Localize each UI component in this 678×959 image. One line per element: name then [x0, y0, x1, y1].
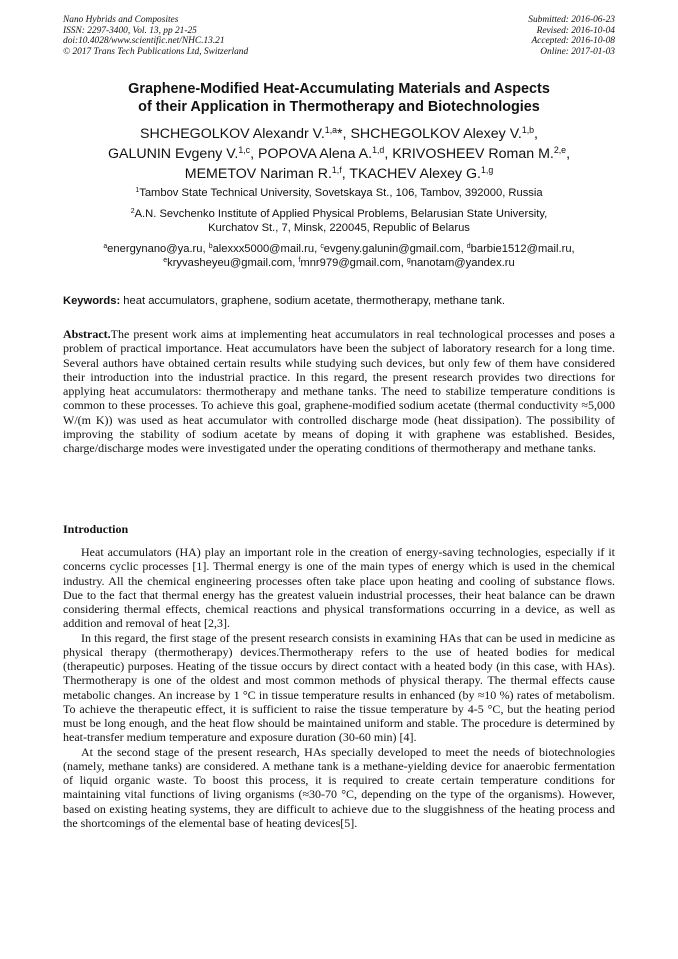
email-mark: b	[208, 243, 213, 251]
email-line-2	[63, 256, 615, 270]
author-line-1	[63, 124, 615, 144]
paragraph: Heat accumulators (HA) play an important role in the creation of energy-saving technologies, especially if it concerns cyclic processes [1]. Thermal energy is one of the main types of energy which is used in the chemical industry. All the chemical engineering processes often take place upon heating and cooling of substance flows. Due to the fact that thermal energy has the greatest valuein industrial processes, their heat balance can be drawn considering thermal effects, chemical reactions and physical transformations occurring in a device, as well as addition and removal of heat [2,3].	[63, 545, 615, 631]
email-address[interactable]: nanotam@yandex.ru	[410, 257, 515, 269]
author-affiliation-mark: 1,d	[372, 145, 385, 156]
email-address[interactable]: mnr979@gmail.com,	[300, 257, 407, 269]
author-separator: ,	[534, 126, 538, 142]
author-separator: ,	[341, 166, 350, 182]
author-line-2	[63, 144, 615, 164]
author-affiliation-mark: 1,a	[324, 125, 338, 136]
affiliation-text: Kurchatov St., 7, Minsk, 220045, Republic of Belarus	[208, 222, 470, 234]
email-list	[63, 242, 615, 270]
paragraph: In this regard, the first stage of the present research consists in examining HAs that can be used in medicine as physical therapy (thermotherapy) devices.Thermotherapy refers to the use of heated bodies for medical (therapeutic) purposes. Heating of the tissue occurs by direct contact with a heated body (in this case, with HAs). Thermotherapy is one of the oldest and most common methods of physical therapy. The thermal effects cause metabolic changes. An increase by 1 °C in tissue temperature results in enhanced (by ≈10 %) rates of metabolism. To achieve the therapeutic effect, it is sufficient to raise the tissue temperature by 4-5 °C, but the heating period must be long enough, and the heat flow should be maintained uniform and stable. The procedure is determined by heat-transfer medium temperature and exposure duration (30-60 min) [4].	[63, 630, 615, 745]
author-name: POPOVA Alena A.	[257, 146, 373, 162]
email-mark: f	[298, 257, 301, 265]
email-mark: d	[466, 243, 471, 251]
email-line-1	[63, 242, 615, 256]
issn-line: ISSN: 2297-3400, Vol. 13, pp 21-25	[63, 25, 197, 36]
keywords	[63, 294, 615, 308]
author-name: MEMETOV Nariman R.	[184, 166, 332, 182]
email-address[interactable]: evgeny.galunin@gmail.com,	[323, 243, 467, 255]
author-name: KRIVOSHEEV Roman M.	[392, 146, 554, 162]
author-list	[63, 124, 615, 184]
email-address[interactable]: kryvasheyeu@gmail.com,	[167, 257, 299, 269]
doi-line: doi:10.4028/www.scientific.net/NHC.13.21	[63, 36, 225, 47]
abstract-text: The present work aims at implementing heat accumulators in real technological processes and poses a problem of practical importance. Heat accumulators have been the subject of laboratory research for a long time. Several authors have obtained certain results while studying such devices, but only few of them have considered their introduction into the industrial practice. In this regard, the present research provides two directions for applying heat accumulators: thermotherapy and methane tanks. The need to stabilize temperature conditions is common to these processes. To achieve this goal, graphene-modified sodium acetate (thermal conductivity ≈5,000 W/(m K)) was used as heat accumulator with controlled discharge mode (heat dissipation). The possibility of improving the stability of sodium acetate by means of doping it with graphene was established. Besides, charge/discharge modes were investigated under the operating conditions of thermotherapy and methane tanks.	[63, 327, 615, 455]
author-affiliation-mark: 1,b	[521, 125, 535, 136]
email-mark: c	[320, 243, 324, 251]
author-name: SHCHEGOLKOV Alexey V.	[350, 126, 522, 142]
affiliation-number: 1	[135, 187, 140, 195]
title-line-1: Graphene-Modified Heat-Accumulating Materials and Aspects	[128, 81, 550, 97]
email-mark: a	[103, 243, 108, 251]
journal-info	[63, 15, 248, 57]
affiliation-text: Tambov State Technical University, Sovetskaya St., 106, Tambov, 392000, Russia	[139, 187, 543, 199]
submitted-date: Submitted: 2016-06-23	[528, 15, 615, 25]
affiliation-2	[63, 207, 615, 235]
author-separator: ,	[384, 146, 393, 162]
paper-title	[63, 80, 615, 116]
abstract	[63, 327, 615, 455]
affiliation-number: 2	[130, 208, 135, 216]
author-affiliation-mark: 1,c	[238, 145, 251, 156]
keywords-label: Keywords:	[63, 295, 121, 307]
author-affiliation-mark: 1,f	[331, 165, 342, 176]
paragraph: At the second stage of the present research, HAs specially developed to meet the needs of biotechnologies (namely, methane tanks) are considered. A methane tank is a methane-yielding device for anaerobic fermentation of liquid organic waste. To boost this process, it is required to create certain temperature conditions for maintaining vital functions of living organisms (≈30-70 °C, depending on the type of the organisms). However, based on existing heating systems, they are difficult to achieve due to the sluggishness of the heating process and the shortcomings of the elemental base of heating devices[5].	[63, 744, 615, 830]
title-line-2: of their Application in Thermotherapy and Biotechnologies	[138, 99, 540, 115]
email-address[interactable]: energynano@ya.ru,	[107, 243, 209, 255]
email-mark: g	[406, 257, 411, 265]
author-affiliation-mark: 2,e	[553, 145, 567, 156]
affiliation-1	[63, 186, 615, 200]
publication-dates	[528, 15, 615, 57]
email-address[interactable]: alexxx5000@mail.ru,	[212, 243, 321, 255]
introduction-body	[63, 545, 615, 830]
author-name: GALUNIN Evgeny V.	[107, 146, 239, 162]
author-line-3	[63, 164, 615, 184]
author-name: SHCHEGOLKOV Alexandr V.	[140, 126, 325, 142]
affiliation-text: A.N. Sevchenko Institute of Applied Physical Problems, Belarusian State University,	[134, 208, 548, 220]
author-affiliation-mark: 1,g	[481, 165, 494, 176]
introduction-heading: Introduction	[63, 522, 129, 536]
author-separator: *,	[337, 126, 351, 142]
journal-name: Nano Hybrids and Composites	[63, 15, 179, 25]
abstract-label: Abstract.	[63, 327, 111, 341]
copyright-line: © 2017 Trans Tech Publications Ltd, Switzerland	[63, 46, 249, 57]
email-mark: e	[163, 257, 168, 265]
online-date: Online: 2017-01-03	[540, 46, 615, 57]
author-name: TKACHEV Alexey G.	[349, 166, 481, 182]
keywords-text: heat accumulators, graphene, sodium acetate, thermotherapy, methane tank.	[120, 295, 505, 307]
email-address[interactable]: barbie1512@mail.ru,	[470, 243, 575, 255]
author-separator: ,	[566, 146, 571, 162]
accepted-date: Accepted: 2016-10-08	[531, 36, 615, 47]
revised-date: Revised: 2016-10-04	[536, 25, 615, 36]
author-separator: ,	[250, 146, 258, 162]
